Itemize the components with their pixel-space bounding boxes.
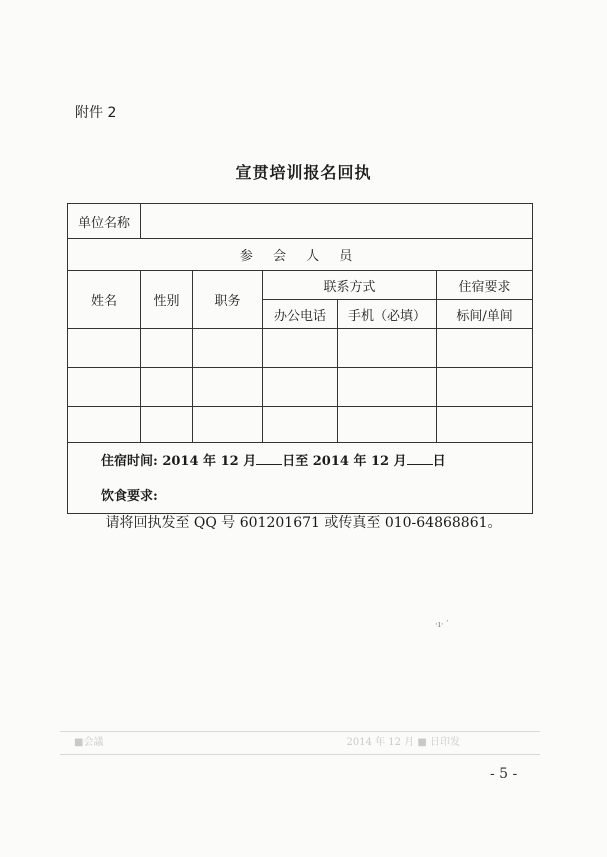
- diet-cell[interactable]: [68, 477, 533, 514]
- cell-gender[interactable]: [141, 368, 193, 407]
- stay-time-row: [68, 443, 533, 477]
- cell-room-type[interactable]: [437, 407, 533, 443]
- cell-mobile[interactable]: [338, 329, 437, 368]
- stay-time-cell: [68, 443, 533, 477]
- submission-note: 请将回执发至 QQ 号 601201671 或传真至 010-64868861。: [105, 515, 502, 531]
- stay-from-prefix: 2014 年 12 月: [162, 454, 257, 470]
- cell-mobile[interactable]: [338, 407, 437, 443]
- diet-row: [68, 477, 533, 514]
- form-title: 宣贯培训报名回执: [235, 163, 372, 182]
- scan-mark: ·ı· ′: [435, 620, 449, 630]
- stay-to-suffix: 日: [432, 454, 446, 470]
- col-header-room-type: 标间/单间: [437, 300, 533, 329]
- diet-label: 饮食要求:: [101, 489, 158, 505]
- page-number: - 5 -: [490, 766, 518, 782]
- ghost-left-text: ■会議: [74, 737, 104, 748]
- participant-row: [68, 407, 533, 443]
- cell-mobile[interactable]: [338, 368, 437, 407]
- cell-room-type[interactable]: [437, 368, 533, 407]
- col-header-position: 职务: [193, 271, 263, 329]
- cell-office-phone[interactable]: [263, 329, 338, 368]
- col-header-office-phone: 办公电话: [263, 300, 338, 329]
- cell-position[interactable]: [193, 368, 263, 407]
- stay-from-suffix: 日至: [282, 454, 309, 470]
- cell-name[interactable]: [68, 368, 141, 407]
- unit-row: [68, 204, 533, 239]
- col-header-contact: 联系方式: [263, 271, 437, 300]
- col-header-gender: 性别: [141, 271, 193, 329]
- stay-to-day-blank[interactable]: [407, 452, 433, 465]
- participant-row: [68, 329, 533, 368]
- cell-office-phone[interactable]: [263, 407, 338, 443]
- ghost-middle-text: 2014 年 12 月 ■ 日印发: [346, 737, 460, 748]
- cell-gender[interactable]: [141, 329, 193, 368]
- cell-name[interactable]: [68, 407, 141, 443]
- participants-header: 参 会 人 员: [68, 239, 533, 271]
- col-header-name: 姓名: [68, 271, 141, 329]
- unit-name-field[interactable]: [141, 204, 533, 239]
- cell-room-type[interactable]: [437, 329, 533, 368]
- cell-name[interactable]: [68, 329, 141, 368]
- cell-position[interactable]: [193, 407, 263, 443]
- participant-row: [68, 368, 533, 407]
- stay-time-label: 住宿时间:: [101, 454, 158, 470]
- attachment-label: 附件 2: [75, 105, 117, 121]
- col-header-mobile: 手机（必填）: [338, 300, 437, 329]
- column-header-row-1: [68, 271, 533, 300]
- participants-header-row: [68, 239, 533, 271]
- unit-label: 单位名称: [68, 204, 141, 239]
- registration-form-table: [67, 203, 533, 514]
- cell-position[interactable]: [193, 329, 263, 368]
- stay-from-day-blank[interactable]: [256, 452, 282, 465]
- cell-office-phone[interactable]: [263, 368, 338, 407]
- bleed-through-footer: [60, 731, 540, 755]
- col-header-accommodation: 住宿要求: [437, 271, 533, 300]
- cell-gender[interactable]: [141, 407, 193, 443]
- stay-to-prefix: 2014 年 12 月: [312, 454, 407, 470]
